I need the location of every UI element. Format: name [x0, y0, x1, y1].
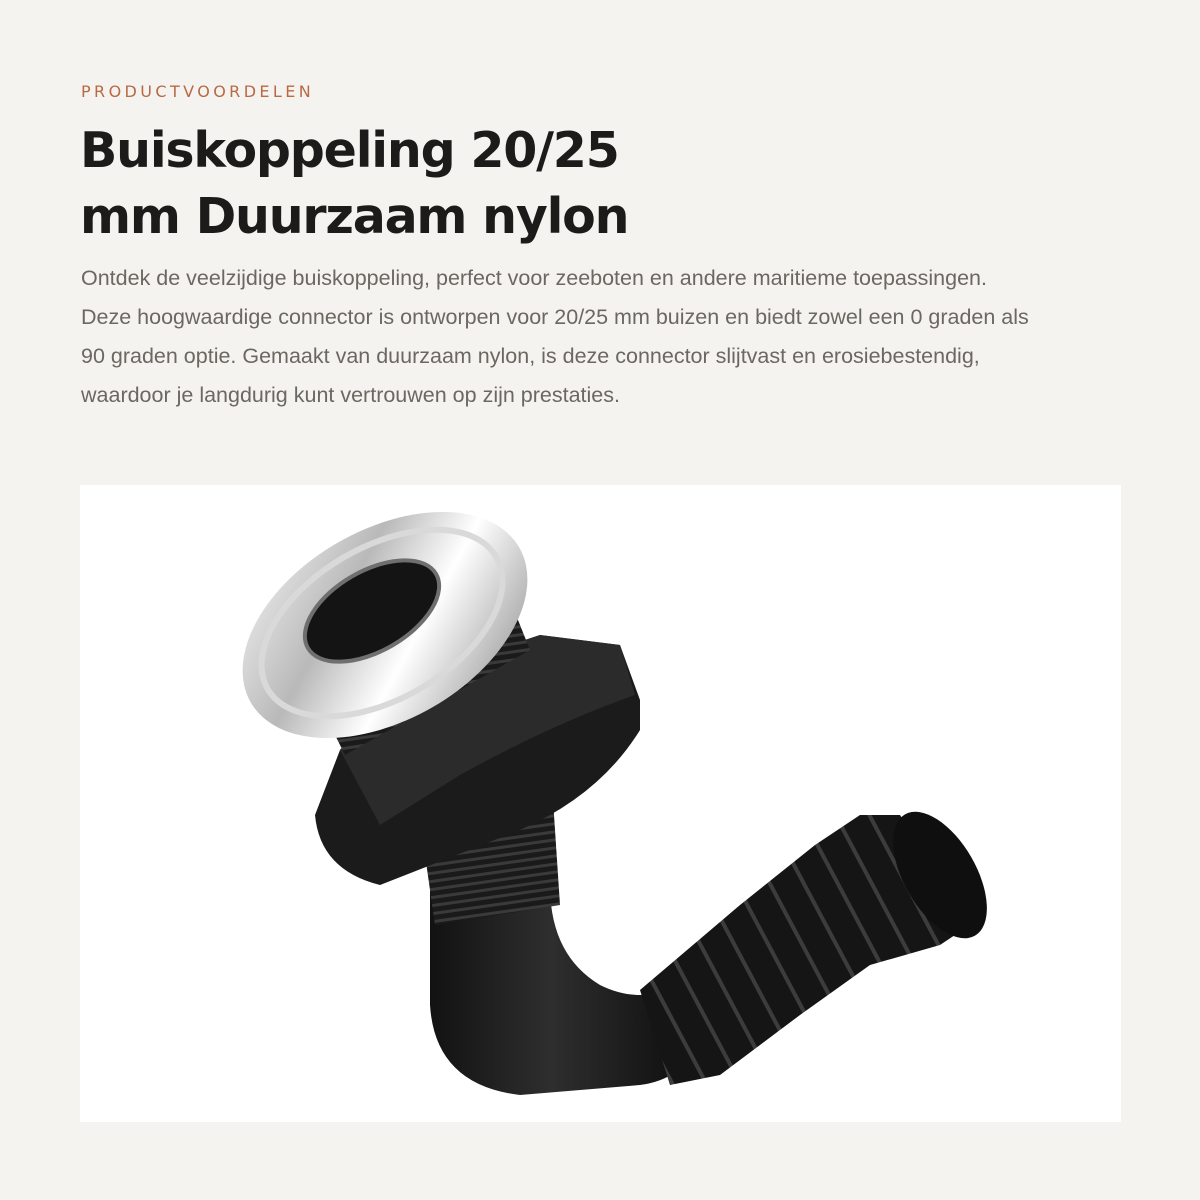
product-title: [80, 118, 800, 250]
title-line-1: Buiskoppeling 20/25: [80, 122, 619, 179]
title-line-2: mm Duurzaam nylon: [80, 188, 629, 245]
hose-connector-image: [80, 485, 1121, 1122]
product-description: Ontdek de veelzijdige buiskoppeling, perfect voor zeeboten en andere maritieme toepassingen. Deze hoogwaardige connector is ontworpen voor 20/25 mm buizen en biedt zowel een 0 graden als 90 graden optie. Gemaakt van duurzaam nylon, is deze connector slijtvast en erosiebestendig, waardoor je langdurig kunt vertrouwen op zijn prestaties.: [81, 266, 1029, 407]
product-image-panel: [80, 485, 1121, 1122]
eyebrow-label: PRODUCTVOORDELEN: [81, 82, 315, 101]
